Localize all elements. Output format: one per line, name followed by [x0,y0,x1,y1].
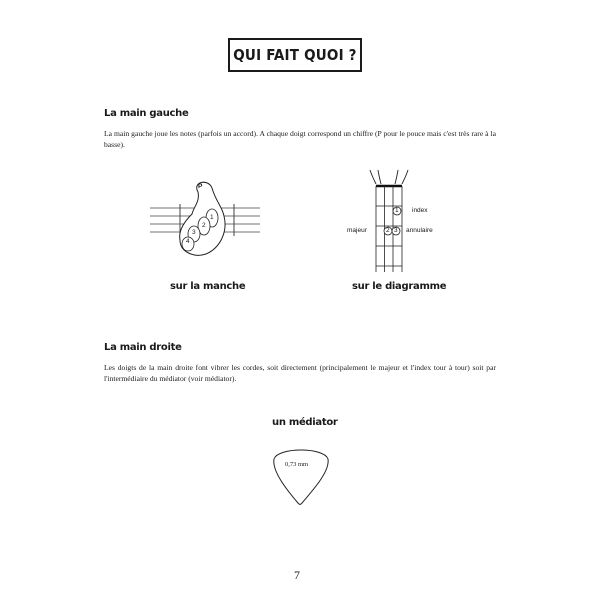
hand-on-neck-illustration [150,172,260,262]
label-majeur: majeur [347,227,367,234]
caption-on-neck: sur la manche [170,281,246,292]
label-index: index [412,207,428,214]
diagram-mark-2: 2 [386,227,390,234]
finger-number-1: 1 [210,214,214,221]
left-hand-text: La main gauche joue les notes (parfois un accord). A chaque doigt correspond un chiffre (P pour le pouce mais c'est très rare à la basse). [104,129,496,149]
pick-icon [270,445,332,507]
pick-caption: un médiator [272,417,338,428]
finger-number-3: 3 [192,229,196,236]
page-number: 7 [294,568,300,582]
finger-number-4: 4 [186,238,190,245]
diagram-mark-1: 1 [395,207,399,214]
thumb-label: P [198,183,203,190]
caption-on-diagram: sur le diagramme [352,281,447,292]
label-annulaire: annulaire [406,227,433,234]
right-hand-text: Les doigts de la main droite font vibrer les cordes, soit directement (principalement le majeur et l'index tour à tour) soit par l'intermédiaire du médiator (voir médiator). [104,363,496,383]
right-hand-heading: La main droite [104,342,182,353]
diagram-mark-3: 3 [394,227,398,234]
left-hand-heading: La main gauche [104,108,189,119]
page-title: QUI FAIT QUOI ? [228,38,362,72]
fretboard-diagram [364,170,414,274]
finger-number-2: 2 [202,222,206,229]
pick-thickness: 0,73 mm [285,461,309,468]
